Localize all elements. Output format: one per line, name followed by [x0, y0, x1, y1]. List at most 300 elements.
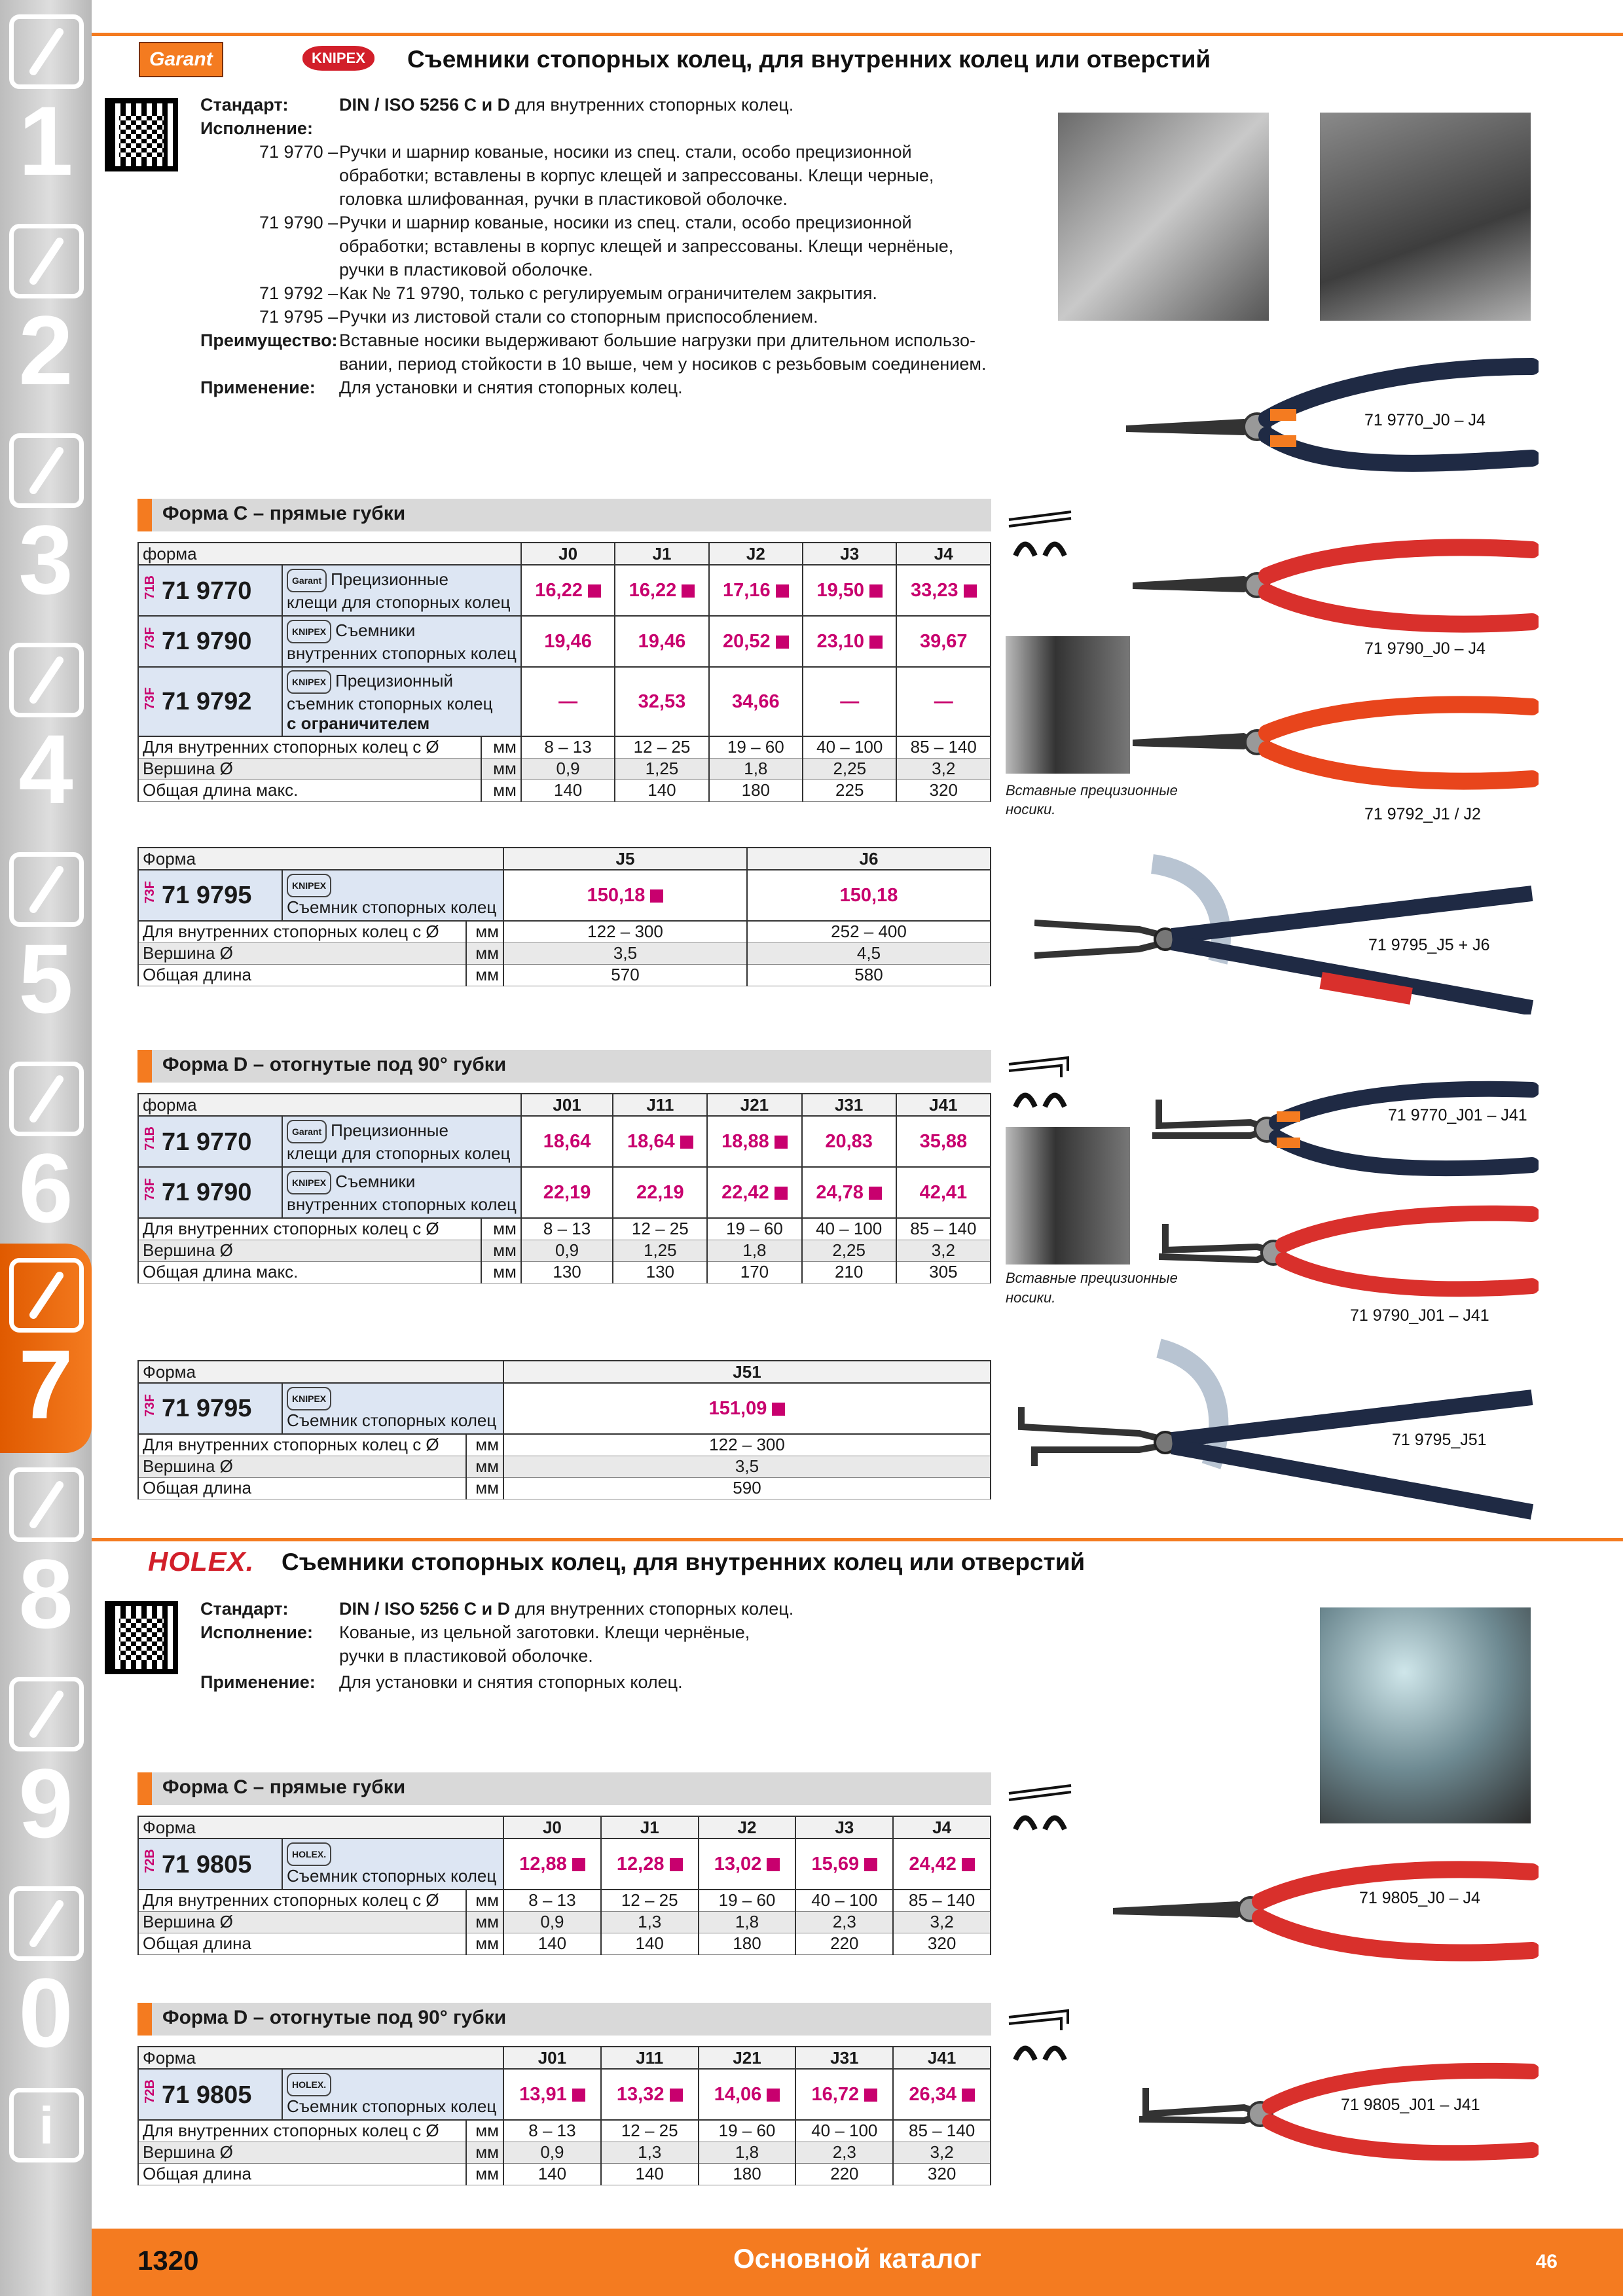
- execution-text: Ручки и шарнир кованые, носики из спец. стали, особо прецизионной: [339, 213, 912, 232]
- spec-row: [138, 1261, 991, 1283]
- price-cell[interactable]: [709, 667, 803, 736]
- chapter-tab-4[interactable]: [0, 628, 92, 838]
- brand-logo-mini: Garant: [287, 1120, 327, 1143]
- stock-marker: [670, 2089, 683, 2102]
- size-column-header: J0: [521, 543, 615, 565]
- spec-row: [138, 964, 991, 986]
- stock-marker: [650, 889, 663, 903]
- price-value: 35,88: [919, 1130, 968, 1152]
- chapter-tab-1[interactable]: [0, 0, 92, 209]
- article-number-cell: [138, 1167, 282, 1218]
- execution-text: Ручки из листовой стали со стопорным приспособлением.: [339, 307, 818, 327]
- price-value: 13,02: [714, 1853, 762, 1874]
- price-cell[interactable]: [747, 870, 991, 921]
- spec-unit: мм: [481, 758, 521, 780]
- formC-table: [137, 542, 991, 802]
- holex-application-text: Для установки и снятия стопорных колец.: [339, 1672, 683, 1692]
- formC-section-bar: [137, 499, 991, 531]
- spec-label: Для внутренних стопорных колец с Ø: [138, 1218, 481, 1240]
- spec-value: 220: [795, 1933, 893, 1954]
- spec-label: Вершина Ø: [138, 942, 466, 964]
- spec-unit: мм: [466, 964, 503, 986]
- spec-label: Общая длина: [138, 1933, 466, 1954]
- execution-text: обработки; вставлены в корпус клещей и запрессованы. Клещи чернёные,: [339, 236, 954, 256]
- price-cell[interactable]: [893, 1839, 991, 1890]
- holex-execution-label: Исполнение:: [200, 1623, 313, 1642]
- article-description-cell: [282, 1383, 503, 1434]
- chapter-number: 0: [18, 1958, 73, 2068]
- spec-label: Общая длина макс.: [138, 780, 481, 801]
- price-cell[interactable]: [803, 616, 896, 667]
- description-line: съемник стопорных колец: [287, 694, 493, 713]
- formC-title: Форма C – прямые губки: [162, 503, 406, 524]
- stock-marker: [588, 584, 601, 598]
- article-number: 71 9792: [162, 688, 252, 716]
- stock-marker: [670, 1858, 683, 1871]
- size-column-header: J0: [503, 1816, 601, 1839]
- article-description: [287, 670, 517, 733]
- price-cell[interactable]: [896, 565, 991, 616]
- chapter-tab-9[interactable]: [0, 1662, 92, 1872]
- spec-value: 0,9: [521, 1240, 613, 1261]
- chapter-tab-8[interactable]: [0, 1453, 92, 1662]
- spec-value: 8 – 13: [503, 2120, 601, 2142]
- advantage-label: Преимущество:: [200, 331, 338, 350]
- article-description: [287, 569, 517, 612]
- stock-marker: [864, 1858, 877, 1871]
- size-column-header: J4: [896, 543, 991, 565]
- standard-note: для внутренних стопорных колец.: [515, 95, 794, 115]
- chapter-tab-3[interactable]: [0, 419, 92, 628]
- size-column-header: J5: [503, 848, 747, 870]
- spec-value: 140: [503, 1933, 601, 1954]
- spec-value: 122 – 300: [503, 1434, 991, 1456]
- spec-value: 305: [896, 1261, 991, 1283]
- spec-value: 252 – 400: [747, 921, 991, 942]
- description-line: внутренних стопорных колец: [287, 643, 517, 663]
- spec-unit: мм: [466, 1911, 503, 1933]
- chapter-5-icon: [9, 852, 84, 927]
- price-cell[interactable]: [802, 1116, 896, 1167]
- brand-logo-mini: Garant: [287, 569, 327, 592]
- size-column-header: J11: [601, 2047, 699, 2069]
- spec-value: 19 – 60: [707, 1218, 801, 1240]
- price-value: 150,18: [587, 884, 646, 906]
- garant-logo: Garant: [139, 42, 223, 77]
- spec-value: 2,25: [802, 1240, 896, 1261]
- price-value: 24,42: [909, 1853, 957, 1874]
- price-cell[interactable]: [795, 1839, 893, 1890]
- product-group: 73F: [143, 880, 157, 904]
- spec-value: 85 – 140: [893, 2120, 991, 2142]
- insert-note-1a: Вставные прецизионные: [1006, 782, 1178, 798]
- price-value: 18,64: [627, 1130, 675, 1152]
- stock-marker: [864, 2089, 877, 2102]
- article-number-cell: [138, 667, 282, 736]
- holexD-title: Форма D – отогнутые под 90° губки: [162, 2007, 507, 2028]
- spec-value: 130: [521, 1261, 613, 1283]
- chapter-2-icon: [9, 224, 84, 298]
- chapter-4-icon: [9, 643, 84, 717]
- spec-row: [138, 942, 991, 964]
- price-value: 23,10: [816, 630, 865, 652]
- spec-unit: мм: [481, 736, 521, 758]
- chapter-number: 9: [18, 1748, 73, 1858]
- price-cell[interactable]: [707, 1116, 801, 1167]
- spec-unit: мм: [481, 1218, 521, 1240]
- price-cell[interactable]: [699, 1839, 796, 1890]
- bent-jaw-icon: [1006, 1051, 1078, 1123]
- price-value: 16,22: [629, 579, 677, 601]
- spec-value: 4,5: [747, 942, 991, 964]
- price-value: 19,46: [638, 630, 686, 652]
- chapter-1-icon: [9, 14, 84, 89]
- article-description: [287, 2073, 499, 2116]
- spec-label: Вершина Ø: [138, 1911, 466, 1933]
- chapter-0-icon: [9, 1886, 84, 1961]
- spec-value: 12 – 25: [601, 1890, 699, 1911]
- price-cell[interactable]: [521, 1116, 613, 1167]
- bent-jaw-icon-holex: [1006, 2004, 1078, 2076]
- application-text: Для установки и снятия стопорных колец.: [339, 378, 683, 397]
- holexC-table: [137, 1816, 991, 1955]
- price-cell[interactable]: [601, 1839, 699, 1890]
- spec-value: 0,9: [521, 758, 615, 780]
- price-cell[interactable]: [615, 616, 708, 667]
- pliers-71-9792-straight: [1133, 681, 1539, 805]
- footer-index: 46: [1535, 2251, 1558, 2272]
- article-row[interactable]: [138, 1839, 991, 1890]
- spec-unit: мм: [466, 942, 503, 964]
- spec-value: 8 – 13: [503, 1890, 601, 1911]
- chapter-tab-5[interactable]: [0, 838, 92, 1047]
- spec-value: 85 – 140: [896, 736, 991, 758]
- article-description-cell: [282, 616, 521, 667]
- chapter-number: 3: [18, 505, 73, 615]
- spec-value: 40 – 100: [795, 2120, 893, 2142]
- price-cell[interactable]: [601, 2069, 699, 2120]
- brand-logo-mini: HOLEX.: [287, 2073, 331, 2096]
- execution-text: ручки в пластиковой оболочке.: [339, 260, 593, 279]
- size-column-header: J6: [747, 848, 991, 870]
- spec-unit: мм: [466, 1434, 503, 1456]
- price-cell[interactable]: [896, 667, 991, 736]
- article-number-cell: [138, 1839, 282, 1890]
- execution-code: 71 9790 –: [259, 213, 338, 232]
- footer-bar: [92, 2229, 1623, 2296]
- standard-label: Стандарт:: [200, 95, 289, 115]
- spec-value: 8 – 13: [521, 1218, 613, 1240]
- brand-logo-mini: KNIPEX: [287, 874, 331, 897]
- price-cell[interactable]: [503, 2069, 601, 2120]
- price-cell[interactable]: [893, 2069, 991, 2120]
- spec-value: 2,25: [803, 758, 896, 780]
- price-value: 18,88: [721, 1130, 769, 1152]
- spec-value: 140: [615, 780, 708, 801]
- article-description-cell: [282, 2069, 503, 2120]
- article-number-cell: [138, 1383, 282, 1434]
- price-value: —: [840, 691, 860, 712]
- caption-71-9790-bent: 71 9790_J01 – J41: [1350, 1306, 1489, 1325]
- article-description: [287, 1171, 517, 1214]
- chapter-tab-0[interactable]: [0, 1872, 92, 2081]
- product-group: 72B: [143, 1848, 157, 1873]
- price-cell[interactable]: [803, 667, 896, 736]
- article-row[interactable]: [138, 1116, 991, 1167]
- product-group: 71B: [143, 1126, 157, 1151]
- brand-logo-mini: KNIPEX: [287, 1171, 331, 1194]
- pliers-71-9790-straight: [1133, 530, 1539, 648]
- price-cell[interactable]: [503, 1383, 991, 1434]
- size-column-header: J3: [795, 1816, 893, 1839]
- price-cell[interactable]: [709, 565, 803, 616]
- article-row[interactable]: [138, 565, 991, 616]
- price-value: 32,53: [638, 691, 686, 712]
- spec-value: 1,3: [601, 1911, 699, 1933]
- knipex-logo: KNIPEX: [302, 46, 374, 71]
- price-cell[interactable]: [896, 1116, 991, 1167]
- chapter-tab-7[interactable]: [0, 1244, 92, 1453]
- price-cell[interactable]: [802, 1167, 896, 1218]
- description-line: Прецизионные: [331, 569, 448, 589]
- spec-value: 320: [893, 2163, 991, 2185]
- spec-value: 12 – 25: [613, 1218, 707, 1240]
- price-cell[interactable]: [615, 667, 708, 736]
- price-cell[interactable]: [613, 1167, 707, 1218]
- price-cell[interactable]: [699, 2069, 796, 2120]
- insert-note-2b: носики.: [1006, 1289, 1056, 1306]
- stock-marker: [572, 2089, 585, 2102]
- size-column-header: J51: [503, 1361, 991, 1383]
- article-row[interactable]: [138, 667, 991, 736]
- chapter-number: 5: [18, 924, 73, 1033]
- price-value: 13,32: [616, 2083, 665, 2105]
- spec-row: [138, 1911, 991, 1933]
- description-line: Прецизионный: [335, 671, 453, 691]
- size-column-header: J1: [601, 1816, 699, 1839]
- spec-value: 220: [795, 2163, 893, 2185]
- holex-execution-line-1: Кованые, из цельной заготовки. Клещи чернёные,: [339, 1623, 750, 1642]
- product-group: 73F: [143, 626, 157, 650]
- chapter-8-icon: [9, 1467, 84, 1542]
- price-value: 20,83: [825, 1130, 873, 1152]
- description-line: Прецизионные: [331, 1121, 448, 1140]
- spec-label: Вершина Ø: [138, 2142, 466, 2163]
- spec-value: 180: [699, 2163, 796, 2185]
- stock-marker: [772, 1403, 785, 1416]
- price-cell[interactable]: [615, 565, 708, 616]
- spec-unit: мм: [481, 1240, 521, 1261]
- price-cell[interactable]: [896, 616, 991, 667]
- holex-standard-value: DIN / ISO 5256 C и D: [339, 1599, 511, 1619]
- description-line: внутренних стопорных колец: [287, 1194, 517, 1214]
- article-row[interactable]: [138, 1167, 991, 1218]
- price-cell[interactable]: [613, 1116, 707, 1167]
- spec-row: [138, 1240, 991, 1261]
- stock-marker: [869, 1187, 882, 1200]
- spec-label: Для внутренних стопорных колец с Ø: [138, 921, 466, 942]
- size-column-header: J4: [893, 1816, 991, 1839]
- holexC-title: Форма C – прямые губки: [162, 1776, 406, 1798]
- execution-code: 71 9795 –: [259, 307, 338, 327]
- stock-marker: [680, 1136, 693, 1149]
- price-value: 22,19: [543, 1181, 591, 1203]
- description-line: Съемник стопорных колец: [287, 2096, 497, 2116]
- spec-row: [138, 921, 991, 942]
- article-row[interactable]: [138, 616, 991, 667]
- pliers-71-9795-straight: [1034, 844, 1539, 1014]
- price-cell[interactable]: [803, 565, 896, 616]
- spec-unit: мм: [466, 1890, 503, 1911]
- table-header-row: [138, 1361, 991, 1383]
- chapter-7-icon: [9, 1258, 84, 1333]
- form-header: форма: [138, 1094, 521, 1116]
- product-group: 71B: [143, 575, 157, 600]
- chapter-number: 7: [18, 1329, 73, 1439]
- section2-title: Съемники стопорных колец, для внутренних колец или отверстий: [282, 1549, 1085, 1575]
- article-description: [287, 1842, 499, 1886]
- stock-marker: [775, 1187, 788, 1200]
- description-line: Съемник стопорных колец: [287, 1410, 497, 1430]
- spec-value: 1,25: [613, 1240, 707, 1261]
- size-column-header: J41: [893, 2047, 991, 2069]
- spec-row: [138, 2163, 991, 2185]
- stock-marker: [572, 1858, 585, 1871]
- price-value: 42,41: [919, 1181, 968, 1203]
- price-value: 26,34: [909, 2083, 957, 2105]
- size-column-header: J01: [521, 1094, 613, 1116]
- price-value: 18,64: [543, 1130, 591, 1152]
- price-cell[interactable]: [521, 616, 615, 667]
- spec-row: [138, 758, 991, 780]
- advantage-line-2: вании, период стойкости в 10 выше, чем у носиков с резьбовым соединением.: [339, 354, 987, 374]
- article-number: 71 9805: [162, 2081, 252, 2109]
- page-number: 1320: [137, 2245, 199, 2276]
- price-cell[interactable]: [521, 565, 615, 616]
- application-label: Применение:: [200, 378, 316, 397]
- holexC-section-bar: [137, 1772, 991, 1805]
- chapter-tab-i[interactable]: [0, 2081, 92, 2229]
- article-row[interactable]: [138, 2069, 991, 2120]
- chapter-number: 4: [18, 714, 73, 824]
- size-column-header: J2: [699, 1816, 796, 1839]
- article-description: [287, 1120, 517, 1163]
- chapter-9-icon: [9, 1677, 84, 1751]
- price-value: 34,66: [732, 691, 780, 712]
- qr-code-holex[interactable]: [105, 1601, 178, 1674]
- article-number-cell: [138, 565, 282, 616]
- article-description-cell: [282, 870, 503, 921]
- execution-label: Исполнение:: [200, 118, 313, 138]
- stock-marker: [682, 584, 695, 598]
- form-header: Форма: [138, 2047, 503, 2069]
- spec-unit: мм: [466, 1477, 503, 1499]
- table-header-row: [138, 1816, 991, 1839]
- pliers-71-9770-bent: [1152, 1073, 1539, 1185]
- price-cell[interactable]: [896, 1167, 991, 1218]
- spec-row: [138, 1933, 991, 1954]
- chapter-i-icon: [9, 2088, 84, 2162]
- spec-label: Вершина Ø: [138, 1456, 466, 1477]
- holexD-table: [137, 2046, 991, 2185]
- article-row[interactable]: [138, 1383, 991, 1434]
- execution-text: Как № 71 9790, только с регулируемым ограничителем закрытия.: [339, 283, 877, 303]
- caption-71-9770-bent: 71 9770_J01 – J41: [1388, 1106, 1527, 1124]
- price-value: 16,22: [535, 579, 583, 601]
- brand-logo-mini: KNIPEX: [287, 620, 331, 643]
- holexD-section-bar: [137, 2003, 991, 2036]
- stock-marker: [776, 584, 789, 598]
- price-value: 150,18: [839, 884, 898, 906]
- execution-text: головка шлифованная, ручки в пластиковой оболочке.: [339, 189, 788, 209]
- spec-label: Общая длина макс.: [138, 1261, 481, 1283]
- price-cell[interactable]: [521, 667, 615, 736]
- spec-value: 570: [503, 964, 747, 986]
- stock-marker: [869, 584, 883, 598]
- chapter-number: 8: [18, 1539, 73, 1649]
- stock-marker: [767, 1858, 780, 1871]
- chapter-tab-6[interactable]: [0, 1047, 92, 1257]
- spec-row: [138, 780, 991, 801]
- price-value: —: [934, 691, 953, 712]
- caption-71-9805-bent: 71 9805_J01 – J41: [1341, 2096, 1480, 2114]
- stock-marker: [964, 584, 977, 598]
- spec-value: 122 – 300: [503, 921, 747, 942]
- price-cell[interactable]: [709, 616, 803, 667]
- chapter-number: 2: [18, 295, 73, 405]
- pliers-71-9805-straight: [1113, 1846, 1539, 1970]
- spec-value: 40 – 100: [802, 1218, 896, 1240]
- execution-code: 71 9792 –: [259, 283, 338, 303]
- spec-value: 1,3: [601, 2142, 699, 2163]
- price-cell[interactable]: [503, 1839, 601, 1890]
- article-row[interactable]: [138, 870, 991, 921]
- spec-unit: мм: [481, 780, 521, 801]
- execution-code: 71 9770 –: [259, 142, 338, 162]
- spec-value: 2,3: [795, 1911, 893, 1933]
- spec-value: 19 – 60: [709, 736, 803, 758]
- price-cell[interactable]: [503, 870, 747, 921]
- description-line: с ограничителем: [287, 713, 430, 733]
- spec-value: 12 – 25: [615, 736, 708, 758]
- holex-usage-photo: [1320, 1607, 1531, 1823]
- article-description: [287, 874, 499, 917]
- spec-value: 180: [699, 1933, 796, 1954]
- price-value: —: [558, 691, 578, 712]
- product-group: 73F: [143, 1393, 157, 1417]
- size-column-header: J21: [699, 2047, 796, 2069]
- price-cell[interactable]: [707, 1167, 801, 1218]
- article-number-cell: [138, 616, 282, 667]
- spec-row: [138, 1456, 991, 1477]
- pliers-71-9790-bent: [1159, 1191, 1539, 1302]
- spec-value: 3,2: [896, 1240, 991, 1261]
- article-number: 71 9795: [162, 1395, 252, 1423]
- spec-row: [138, 2120, 991, 2142]
- execution-text: обработки; вставлены в корпус клещей и запрессованы. Клещи черные,: [339, 166, 934, 185]
- price-value: 39,67: [919, 630, 968, 652]
- holex-standard-label: Стандарт:: [200, 1599, 289, 1619]
- spec-unit: мм: [466, 921, 503, 942]
- spec-value: 140: [521, 780, 615, 801]
- formC2-table: [137, 847, 991, 986]
- price-cell[interactable]: [795, 2069, 893, 2120]
- price-cell[interactable]: [521, 1167, 613, 1218]
- size-column-header: J3: [803, 543, 896, 565]
- qr-code[interactable]: [105, 98, 178, 171]
- chapter-tab-2[interactable]: [0, 209, 92, 419]
- stock-marker: [775, 1136, 788, 1149]
